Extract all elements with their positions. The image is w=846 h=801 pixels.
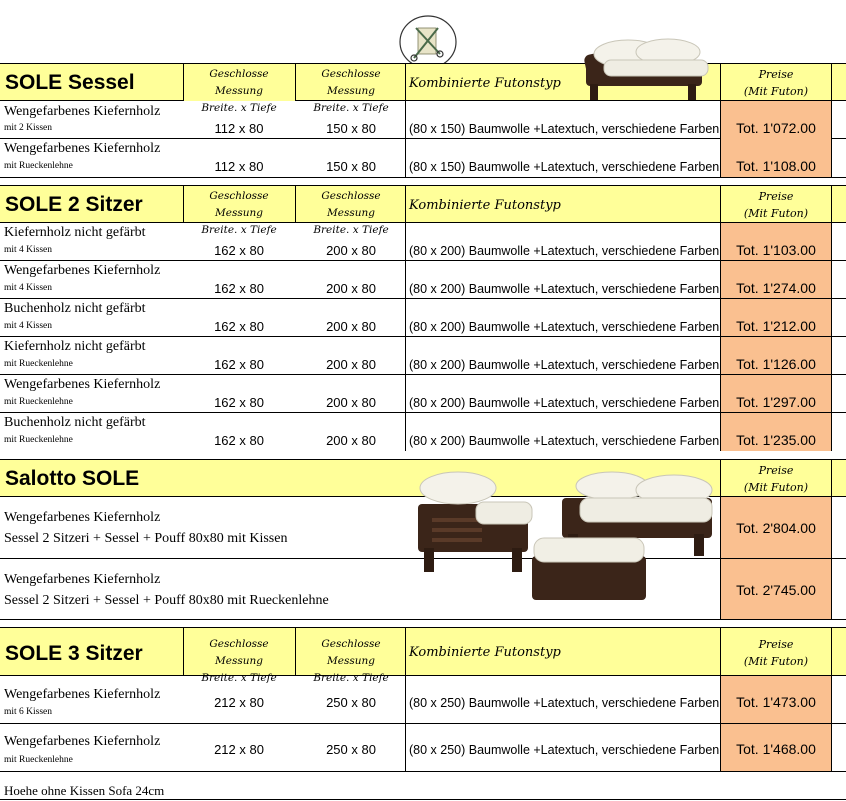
- section-title: SOLE 3 Sitzer: [5, 642, 143, 665]
- section-title: SOLE Sessel: [5, 71, 135, 94]
- preise-label: Preise (Mit Futon): [743, 68, 809, 98]
- messung-open-label: Geschlosse Messung Breite. x Tiefe: [313, 68, 389, 114]
- price-value: Tot. 1'072.00: [736, 120, 816, 136]
- price-value: Tot. 1'108.00: [736, 158, 816, 174]
- section-title: Salotto SOLE: [5, 467, 140, 490]
- futonstyp-label: Kombinierte Futonstyp: [409, 76, 561, 91]
- price-value: Tot. 1'473.00: [736, 694, 816, 710]
- price-value: Tot. 1'103.00: [736, 242, 816, 258]
- price-value: Tot. 1'235.00: [736, 432, 816, 448]
- price-value: Tot. 1'274.00: [736, 280, 816, 296]
- price-value: Tot. 2'745.00: [736, 582, 816, 598]
- scissors-logo-icon: [398, 14, 458, 70]
- price-value: Tot. 2'804.00: [736, 520, 816, 536]
- messung-closed-label: Geschlosse Messung Breite. x Tiefe: [201, 68, 277, 114]
- price-value: Tot. 1'212.00: [736, 318, 816, 334]
- price-value: Tot. 1'468.00: [736, 741, 816, 757]
- sole-sessel-product-image: [568, 34, 718, 104]
- section-title: SOLE 2 Sitzer: [5, 193, 143, 216]
- price-value: Tot. 1'297.00: [736, 394, 816, 410]
- footer-note: Hoehe ohne Kissen Sofa 24cm: [4, 783, 165, 798]
- salotto-sole-product-image: [412, 468, 718, 604]
- price-value: Tot. 1'126.00: [736, 356, 816, 372]
